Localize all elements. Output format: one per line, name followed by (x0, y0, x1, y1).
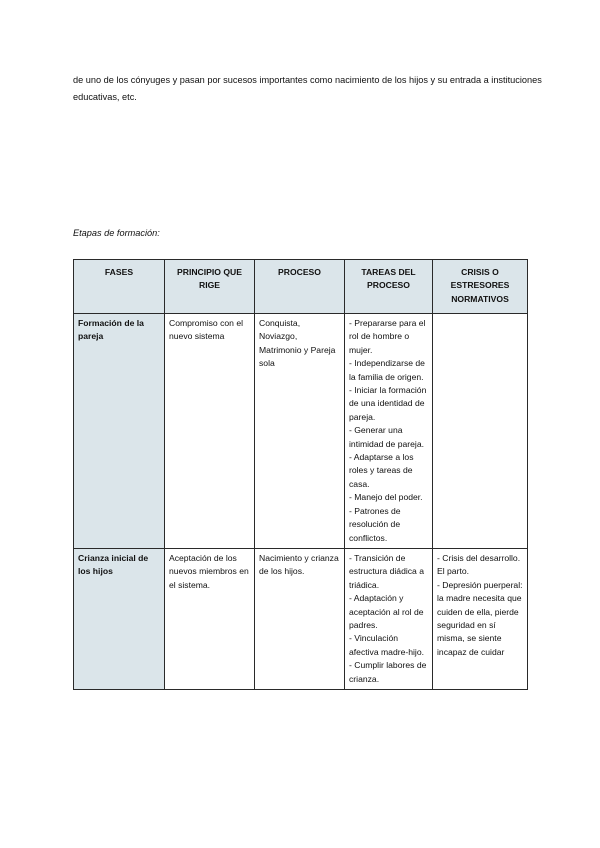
fase-cell: Crianza inicial de los hijos (74, 548, 165, 689)
table-header-row (74, 260, 528, 314)
table-row (74, 548, 528, 689)
table-caption: Etapas de formación: (73, 228, 160, 238)
header-fases: FASES (74, 260, 165, 314)
proceso-cell: Conquista, Noviazgo, Matrimonio y Pareja sola (255, 314, 345, 549)
tareas-cell (345, 314, 433, 549)
tarea-item: - Vinculación afectiva madre-hijo. (349, 633, 424, 657)
tarea-item: - Iniciar la formación de una identidad de pareja. (349, 385, 427, 422)
tarea-item: - Manejo del poder. (349, 492, 423, 503)
crisis-item: - Crisis del desarrollo. El parto. (437, 552, 521, 577)
table-row (74, 314, 528, 549)
tareas-cell (345, 548, 433, 689)
principio-cell: Compromiso con el nuevo sistema (165, 314, 255, 549)
intro-paragraph: de uno de los cónyuges y pasan por sucesos importantes como nacimiento de los hijos y su entrada a instituciones educativas, etc. (73, 75, 542, 102)
tarea-item: - Transición de estructura diádica a triádica. (349, 552, 424, 590)
crisis-cell (433, 548, 528, 689)
tarea-item: - Independizarse de la familia de origen. (349, 358, 425, 382)
header-principio: PRINCIPIO QUE RIGE (165, 260, 255, 314)
header-proceso: PROCESO (255, 260, 345, 314)
phases-table (73, 259, 528, 690)
tarea-item: - Prepararse para el rol de hombre o mujer. (349, 318, 426, 355)
tarea-item: - Patrones de resolución de conflictos. (349, 505, 401, 543)
crisis-cell (433, 314, 528, 549)
fase-cell: Formación de la pareja (74, 314, 165, 549)
tarea-item: - Cumplir labores de crianza. (349, 660, 427, 684)
header-crisis: CRISIS O ESTRESORES NORMATIVOS (433, 260, 528, 314)
tarea-item: - Adaptación y aceptación al rol de padres. (349, 593, 424, 630)
header-tareas: TAREAS DEL PROCESO (345, 260, 433, 314)
tarea-item: - Adaptarse a los roles y tareas de casa. (349, 452, 414, 489)
proceso-cell: Nacimiento y crianza de los hijos. (255, 548, 345, 689)
tarea-item: - Generar una intimidad de pareja. (349, 425, 425, 449)
principio-cell: Aceptación de los nuevos miembros en el sistema. (165, 548, 255, 689)
crisis-item: - Depresión puerperal: la madre necesita que cuiden de ella, pierde seguridad en sí misma, se siente incapaz de cuidar (437, 579, 523, 657)
